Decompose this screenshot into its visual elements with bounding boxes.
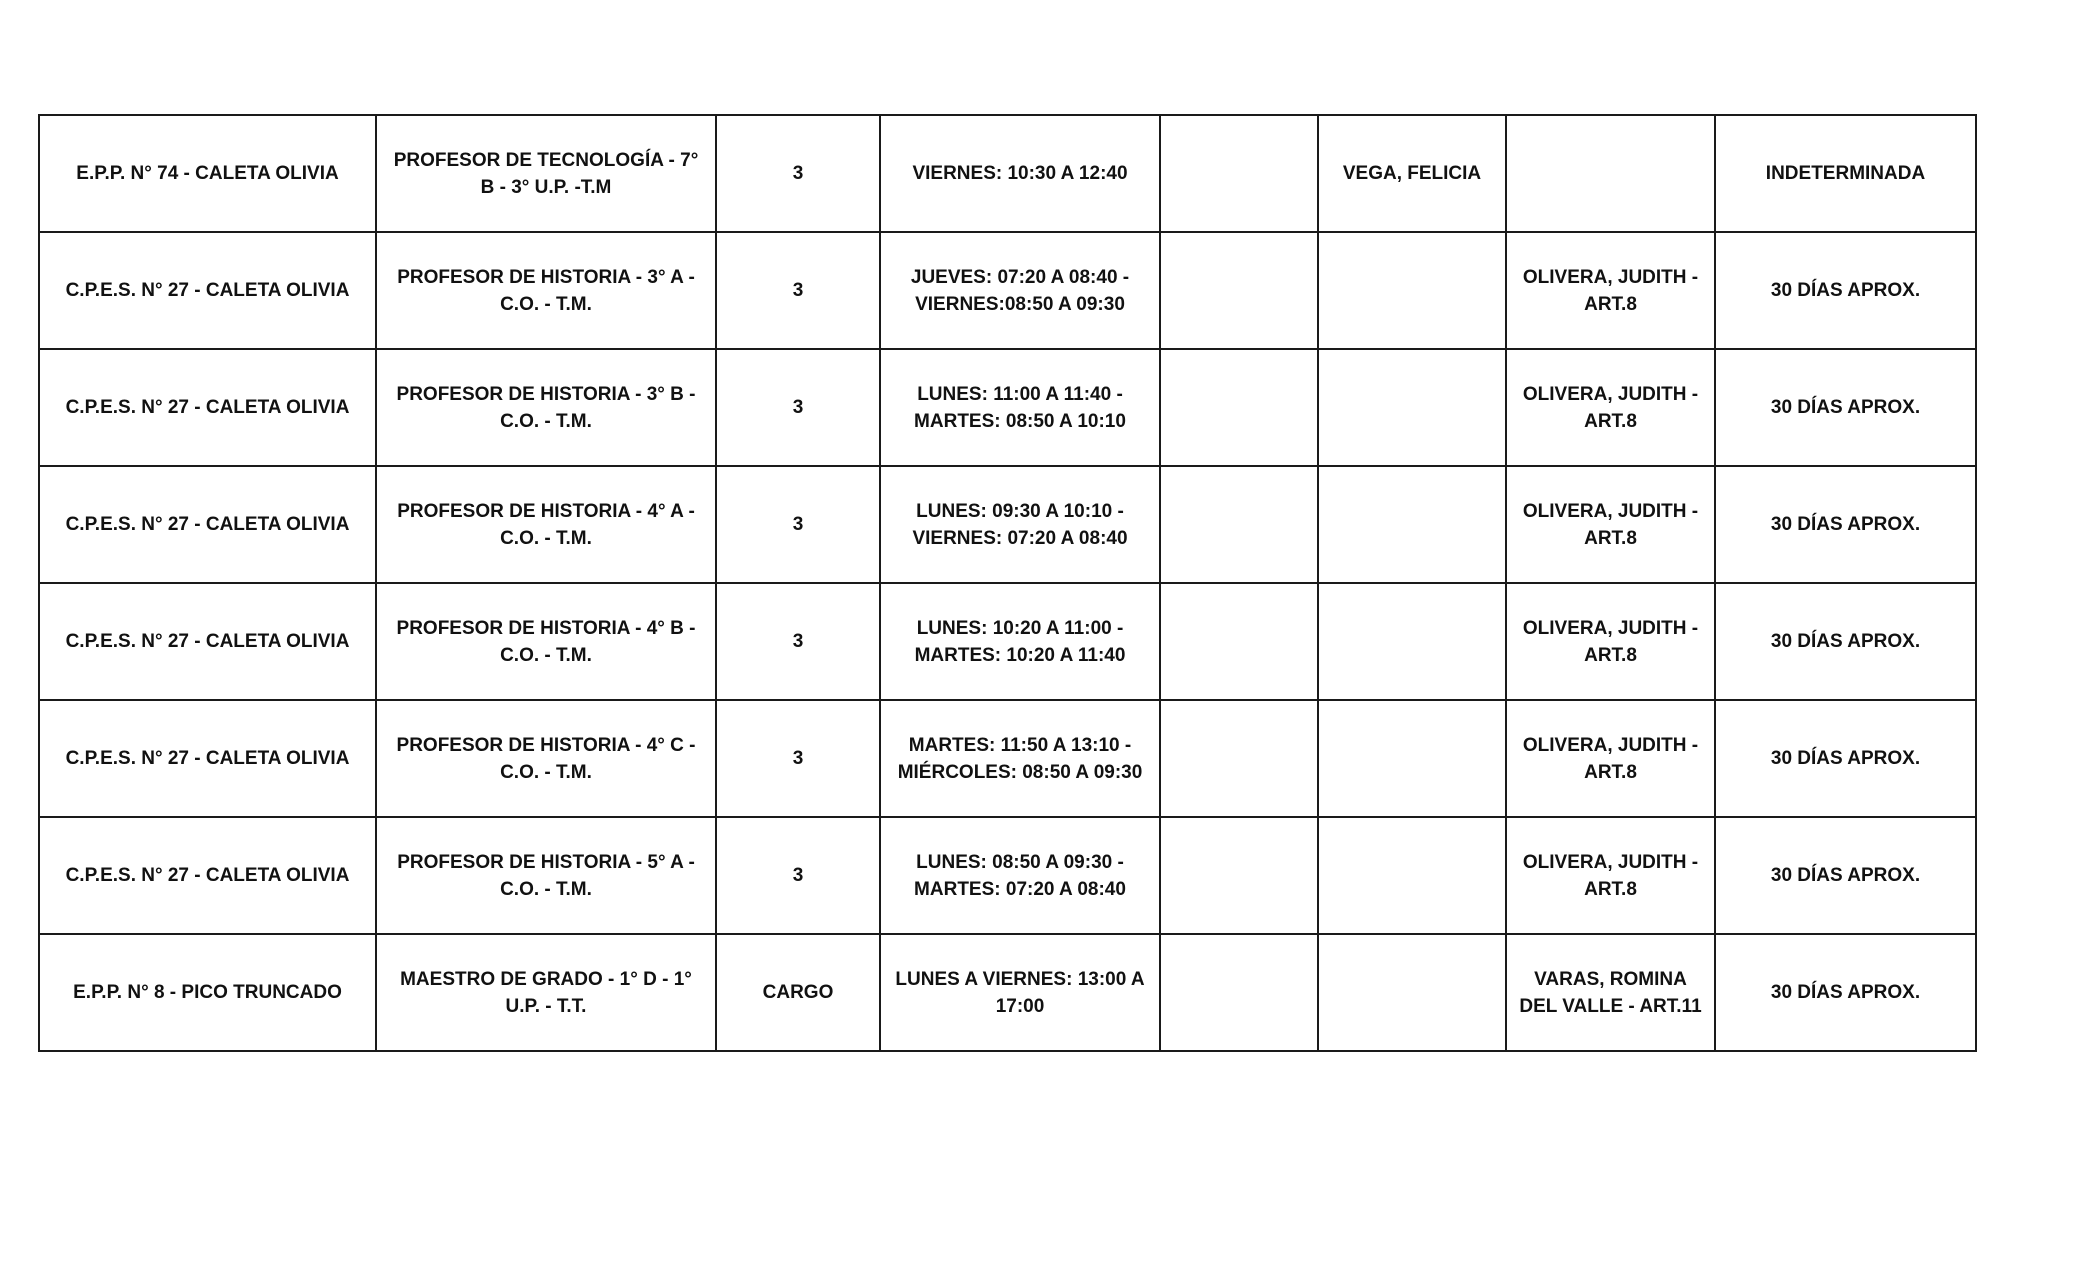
schedule-cell: LUNES A VIERNES: 13:00 A 17:00 (880, 934, 1160, 1051)
hours-cell: 3 (716, 700, 880, 817)
school-cell: E.P.P. N° 8 - PICO TRUNCADO (39, 934, 376, 1051)
position-cell: PROFESOR DE HISTORIA - 4° B - C.O. - T.M. (376, 583, 716, 700)
schedule-cell: JUEVES: 07:20 A 08:40 - VIERNES:08:50 A 09:30 (880, 232, 1160, 349)
duration-cell: 30 DÍAS APROX. (1715, 349, 1976, 466)
table-row (39, 115, 1976, 232)
blank-cell (1160, 115, 1318, 232)
holder-cell (1318, 934, 1506, 1051)
table-row (39, 349, 1976, 466)
school-cell: C.P.E.S. N° 27 - CALETA OLIVIA (39, 583, 376, 700)
hours-cell: 3 (716, 349, 880, 466)
duration-cell: INDETERMINADA (1715, 115, 1976, 232)
school-cell: C.P.E.S. N° 27 - CALETA OLIVIA (39, 700, 376, 817)
schedule-cell: LUNES: 08:50 A 09:30 - MARTES: 07:20 A 08:40 (880, 817, 1160, 934)
holder-cell: VEGA, FELICIA (1318, 115, 1506, 232)
holder-cell (1318, 583, 1506, 700)
table-row (39, 232, 1976, 349)
blank-cell (1160, 349, 1318, 466)
hours-cell: 3 (716, 466, 880, 583)
school-cell: C.P.E.S. N° 27 - CALETA OLIVIA (39, 349, 376, 466)
position-cell: PROFESOR DE HISTORIA - 4° C - C.O. - T.M. (376, 700, 716, 817)
substitute-cell: OLIVERA, JUDITH - ART.8 (1506, 232, 1715, 349)
substitute-cell (1506, 115, 1715, 232)
schedule-cell: MARTES: 11:50 A 13:10 - MIÉRCOLES: 08:50 A 09:30 (880, 700, 1160, 817)
blank-cell (1160, 466, 1318, 583)
table-row (39, 466, 1976, 583)
substitute-cell: OLIVERA, JUDITH - ART.8 (1506, 466, 1715, 583)
vacancies-table (38, 114, 1977, 1052)
school-cell: E.P.P. N° 74 - CALETA OLIVIA (39, 115, 376, 232)
holder-cell (1318, 817, 1506, 934)
blank-cell (1160, 232, 1318, 349)
hours-cell: 3 (716, 583, 880, 700)
substitute-cell: VARAS, ROMINA DEL VALLE - ART.11 (1506, 934, 1715, 1051)
school-cell: C.P.E.S. N° 27 - CALETA OLIVIA (39, 817, 376, 934)
duration-cell: 30 DÍAS APROX. (1715, 700, 1976, 817)
position-cell: PROFESOR DE HISTORIA - 3° B - C.O. - T.M. (376, 349, 716, 466)
holder-cell (1318, 349, 1506, 466)
table-row (39, 583, 1976, 700)
duration-cell: 30 DÍAS APROX. (1715, 934, 1976, 1051)
substitute-cell: OLIVERA, JUDITH - ART.8 (1506, 583, 1715, 700)
blank-cell (1160, 700, 1318, 817)
schedule-cell: LUNES: 09:30 A 10:10 - VIERNES: 07:20 A 08:40 (880, 466, 1160, 583)
holder-cell (1318, 466, 1506, 583)
blank-cell (1160, 934, 1318, 1051)
substitute-cell: OLIVERA, JUDITH - ART.8 (1506, 700, 1715, 817)
table-row (39, 817, 1976, 934)
schedule-cell: VIERNES: 10:30 A 12:40 (880, 115, 1160, 232)
position-cell: PROFESOR DE HISTORIA - 3° A - C.O. - T.M. (376, 232, 716, 349)
duration-cell: 30 DÍAS APROX. (1715, 232, 1976, 349)
duration-cell: 30 DÍAS APROX. (1715, 583, 1976, 700)
position-cell: PROFESOR DE HISTORIA - 5° A - C.O. - T.M. (376, 817, 716, 934)
duration-cell: 30 DÍAS APROX. (1715, 466, 1976, 583)
position-cell: PROFESOR DE TECNOLOGÍA - 7° B - 3° U.P. -T.M (376, 115, 716, 232)
substitute-cell: OLIVERA, JUDITH - ART.8 (1506, 349, 1715, 466)
position-cell: MAESTRO DE GRADO - 1° D - 1° U.P. - T.T. (376, 934, 716, 1051)
school-cell: C.P.E.S. N° 27 - CALETA OLIVIA (39, 232, 376, 349)
holder-cell (1318, 232, 1506, 349)
schedule-cell: LUNES: 10:20 A 11:00 - MARTES: 10:20 A 11:40 (880, 583, 1160, 700)
blank-cell (1160, 583, 1318, 700)
school-cell: C.P.E.S. N° 27 - CALETA OLIVIA (39, 466, 376, 583)
hours-cell: 3 (716, 232, 880, 349)
schedule-cell: LUNES: 11:00 A 11:40 - MARTES: 08:50 A 10:10 (880, 349, 1160, 466)
hours-cell: 3 (716, 817, 880, 934)
substitute-cell: OLIVERA, JUDITH - ART.8 (1506, 817, 1715, 934)
hours-cell: 3 (716, 115, 880, 232)
hours-cell: CARGO (716, 934, 880, 1051)
position-cell: PROFESOR DE HISTORIA - 4° A - C.O. - T.M. (376, 466, 716, 583)
table-row (39, 700, 1976, 817)
blank-cell (1160, 817, 1318, 934)
duration-cell: 30 DÍAS APROX. (1715, 817, 1976, 934)
holder-cell (1318, 700, 1506, 817)
table-row (39, 934, 1976, 1051)
